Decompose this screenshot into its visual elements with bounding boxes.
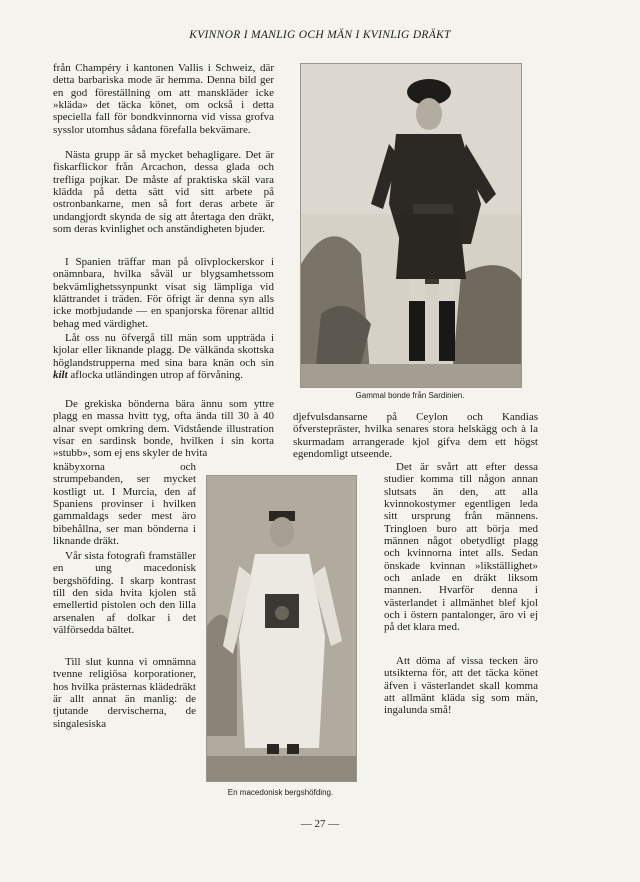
photo-caption: En macedonisk bergshöfding. bbox=[227, 788, 334, 797]
paragraph: Låt oss nu öfvergå till män som uppträda i kjolar eller liknande plagg. De välkända skottska höglandstrupperna med sina bara knän och sin kilt aflocka utländingen utrop af förvåning. bbox=[53, 332, 274, 382]
running-header: KVINNOR I MANLIG OCH MÄN I KVINLIG DRÄKT bbox=[189, 29, 451, 41]
paragraph: De grekiska bönderna bära ännu som yttre plagg en massa hvitt tyg, ofta ända till 30 à 40 alnar svept omkring dem. Vidstående illustration visar en sardinsk bonde, hvilken i sin korta »stubb», som ej ens skyler de hvita bbox=[53, 398, 274, 460]
paragraph: djefvulsdansarne på Ceylon och Kandias öfverstepräster, hvilka senares stora helskägg och à la skurmadam arrangerade kjol gifva dem ett högst egendomligt utseende. bbox=[293, 411, 538, 461]
paragraph: I Spanien träffar man på olivplockerskor i onämnbara, hvilka såväl ur blygsamhetssom bekvämlighetssynpunkt visat sig lämpliga vid klättrandet i träden. För öfrigt är denna syn alls icke motbjudande — en spanjorska förenar alltid behag med värdighet. bbox=[53, 256, 274, 330]
farmer-figure-icon bbox=[301, 64, 521, 387]
paragraph: från Champéry i kantonen Vallis i Schweiz, där detta barbariska mode är hemma. Denna bild ger en god föreställning om att manskläder icke »kläda» det täcka könet, om också i detta speciella fall för bondkvinnorna vid vissa grofva sysslor utomhus sådana förefalla bekvämare. bbox=[53, 62, 274, 136]
sardinian-farmer-photo bbox=[300, 63, 522, 388]
page-number: — 27 — bbox=[300, 818, 340, 830]
kilt-word: kilt bbox=[53, 369, 68, 382]
paragraph: Vår sista fotografi framställer en ung macedonisk bergshöfding. I skarp kontrast till den sida hvita kjolen stå emellertid pistolen och den lilla arsenalen af dolkar i det välförsedda bältet. bbox=[53, 550, 196, 637]
paragraph: Att döma af vissa tecken äro utsikterna för, att det täcka könet äfven i västerlandet skall komma att allmänt kläda sig som män, ingalunda små! bbox=[384, 655, 538, 717]
paragraph: Nästa grupp är så mycket behagligare. Det är fiskarflickor från Arcachon, dessa glada och trefliga pojkar. De måste af praktiska skäl vara klädda på detta sätt vid sitt arbete på ostronbankarne, men så fort deras arbete är undangjordt skynda de sig att återtaga den dräkt, som deras kvinlighet och anständigheten bjuder. bbox=[53, 149, 274, 236]
paragraph: knäbyxorna och strumpebanden, ser mycket kostligt ut. I Murcia, den af Spaniens provinser i hvilken gammaldags seder mest äro bibehållna, ser man bönderna i liknande dräkt. bbox=[53, 461, 196, 548]
paragraph: Till slut kunna vi omnämna tvenne religiösa korporationer, hos hvilka prästernas klädedräkt är allt annat än manlig: de tjutande dervischerna, de singalesiska bbox=[53, 656, 196, 730]
chieftain-figure-icon bbox=[207, 476, 356, 781]
macedonian-chieftain-photo bbox=[206, 475, 357, 782]
paragraph: Det är svårt att efter dessa studier komma till någon annan slutsats än den, att alla kvinnokostymer egentligen leda sitt ursprung från männens. Tringloen buro att börja med männen något obetydligt plagg och kvinnorna intet alls. Sedan önskade kvinnan »likställighet» och anlade en dräkt liksom mannen. Hvarför denna i västerlandet i allmänhet blef kjol och i östern pantalonger, äro vi ej på det klara med. bbox=[384, 461, 538, 634]
photo-caption: Gammal bonde från Sardinien. bbox=[355, 391, 465, 400]
